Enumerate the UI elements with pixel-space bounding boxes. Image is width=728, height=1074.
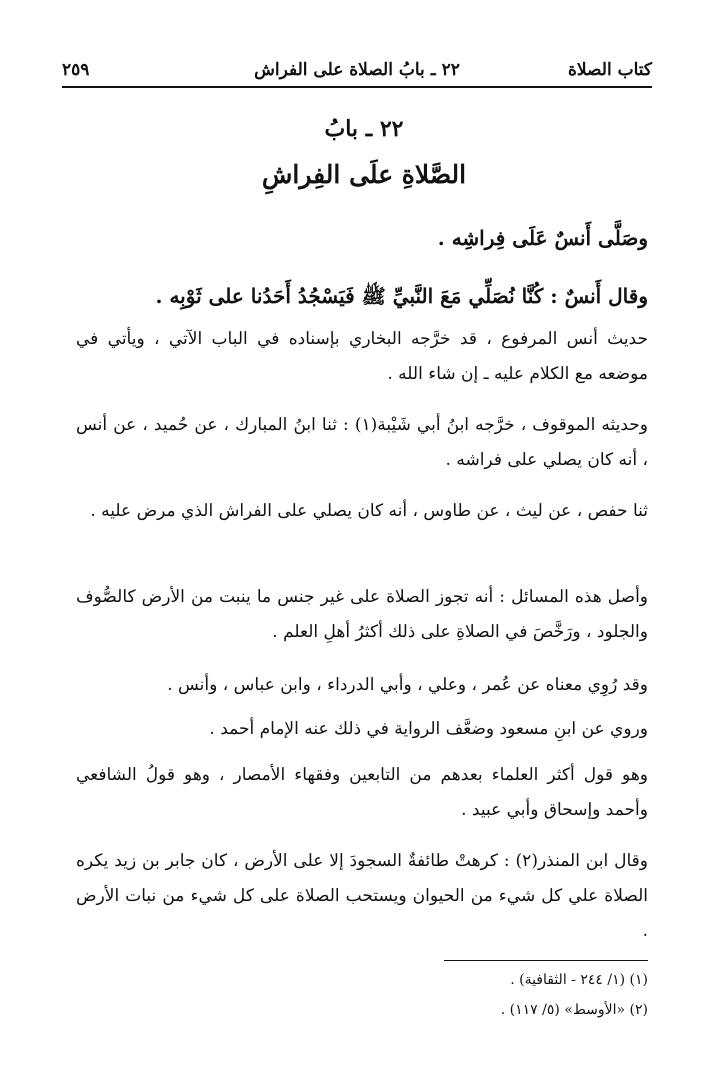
header-divider <box>62 86 652 88</box>
paragraph: حديث أنس المرفوع ، قد خرَّجه البخاري بإسناده في الباب الآتي ، ويأتي في موضعه مع الكلام عليه ـ إن شاء الله . <box>76 329 648 384</box>
chapter-number: ٢٢ ـ بابُ <box>324 116 404 142</box>
page-number: ٢٥٩ <box>62 60 90 80</box>
paragraph: وقال ابن المنذر(٢) : كرهتْ طائفةٌ السجودَ إلا على الأرض ، كان جابر بن زيد يكره الصلاة علي كل شيء من الحيوان ويستحب الصلاة على كل شيء من نبات الأرض . <box>76 851 648 941</box>
paragraph: وهو قول أكثر العلماء بعدهم من التابعين وفقهاء الأمصار ، وهو قولُ الشافعي وأحمد وإسحاق وأبي عبيد . <box>76 765 648 820</box>
running-header <box>62 52 652 88</box>
paragraph: وأصل هذه المسائل : أنه تجوز الصلاة على غير جنس ما ينبت من الأرض كالصُّوف والجلود ، ورَخَّصَ في الصلاةِ على ذلك أكثرُ أهلِ العلم . <box>76 587 648 642</box>
paragraph: وروي عن ابنِ مسعود وضعَّف الرواية في ذلك عنه الإمام أحمد . <box>209 719 648 739</box>
paragraph: ثنا حفص ، عن ليث ، عن طاوس ، أنه كان يصلي على الفراش الذي مرض عليه . <box>90 501 648 521</box>
chapter-title: الصَّلاةِ علَى الفِراشِ <box>261 160 467 189</box>
running-chapter-title: ٢٢ ـ بابُ الصلاة على الفراش <box>254 60 460 80</box>
book-title: كتاب الصلاة <box>567 60 652 80</box>
hadith-line: وصَلَّى أَنسٌ عَلَى فِراشِه . <box>437 226 648 250</box>
footnote: (١) (١/ ٢٤٤ - الثقافية) . <box>510 972 648 988</box>
footnote-divider <box>444 960 648 961</box>
paragraph: وقد رُوِي معناه عن عُمر ، وعلي ، وأبي الدرداء ، وابن عباس ، وأنس . <box>167 675 648 695</box>
footnote: (٢) «الأوسط» (٥/ ١١٧) . <box>500 1002 648 1018</box>
paragraph: وحديثه الموقوف ، خرَّجه ابنُ أبي شَيْبة(١) : ثنا ابنُ المبارك ، عن حُميد ، عن أنس ، أنه كان يصلي على فراشه . <box>76 415 648 470</box>
hadith-line: وقال أَنسٌ : كُنَّا نُصَلِّي مَعَ النَّبيِّ ﷺ فَيَسْجُدُ أَحَدُنا على ثَوْبِه . <box>155 284 648 308</box>
